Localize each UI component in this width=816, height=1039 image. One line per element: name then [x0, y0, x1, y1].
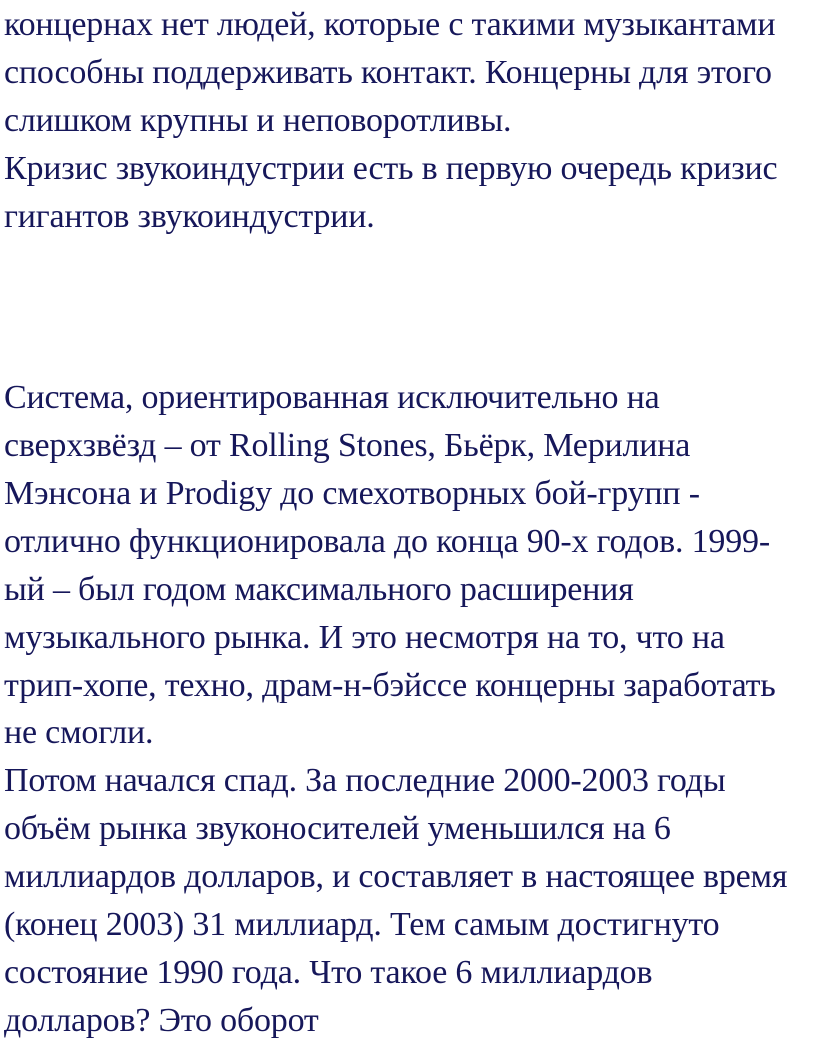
paragraph-1-line-2: способны поддерживать контакт. Концерны для этого [4, 54, 772, 91]
paragraph-1-line-1: концернах нет людей, которые с такими музыкантами [4, 6, 776, 43]
paragraph-2-line-1: Кризис звукоиндустрии есть в первую очередь кризис [4, 150, 778, 187]
paragraph-1-line-3: слишком крупны и неповоротливы. [4, 102, 512, 139]
paragraph-4-line-5: состояние 1990 года. Что такое 6 миллиардов [4, 954, 653, 991]
paragraph-3-line-6: музыкального рынка. И это несмотря на то, что на [4, 619, 725, 656]
paragraph-4-line-6: долларов? Это оборот [4, 1002, 319, 1039]
paragraph-3-line-2: сверхзвёзд – от Rolling Stones, Бьёрк, Мерилина [4, 427, 691, 464]
paragraph-3-line-8: не смогли. [4, 714, 154, 751]
paragraph-3-line-1: Система, ориентированная исключительно на [4, 379, 660, 416]
paragraph-4-line-4: (конец 2003) 31 миллиард. Тем самым достигнуто [4, 906, 720, 943]
paragraph-3-line-5: ый – был годом максимального расширения [4, 571, 634, 608]
paragraph-3-line-4: отлично функционировала до конца 90-х годов. 1999- [4, 523, 770, 560]
paragraph-4-line-1: Потом начался спад. За последние 2000-2003 годы [4, 762, 726, 799]
paragraph-3-line-7: трип-хопе, техно, драм-н-бэйссе концерны заработать [4, 667, 776, 704]
paragraph-3-line-3: Мэнсона и Prodigy до смехотворных бой-групп - [4, 475, 700, 512]
paragraph-2-line-2: гигантов звукоиндустрии. [4, 198, 375, 235]
paragraph-4-line-2: объём рынка звуконосителей уменьшился на 6 [4, 810, 671, 847]
paragraph-4-line-3: миллиардов долларов, и составляет в настоящее время [4, 858, 788, 895]
